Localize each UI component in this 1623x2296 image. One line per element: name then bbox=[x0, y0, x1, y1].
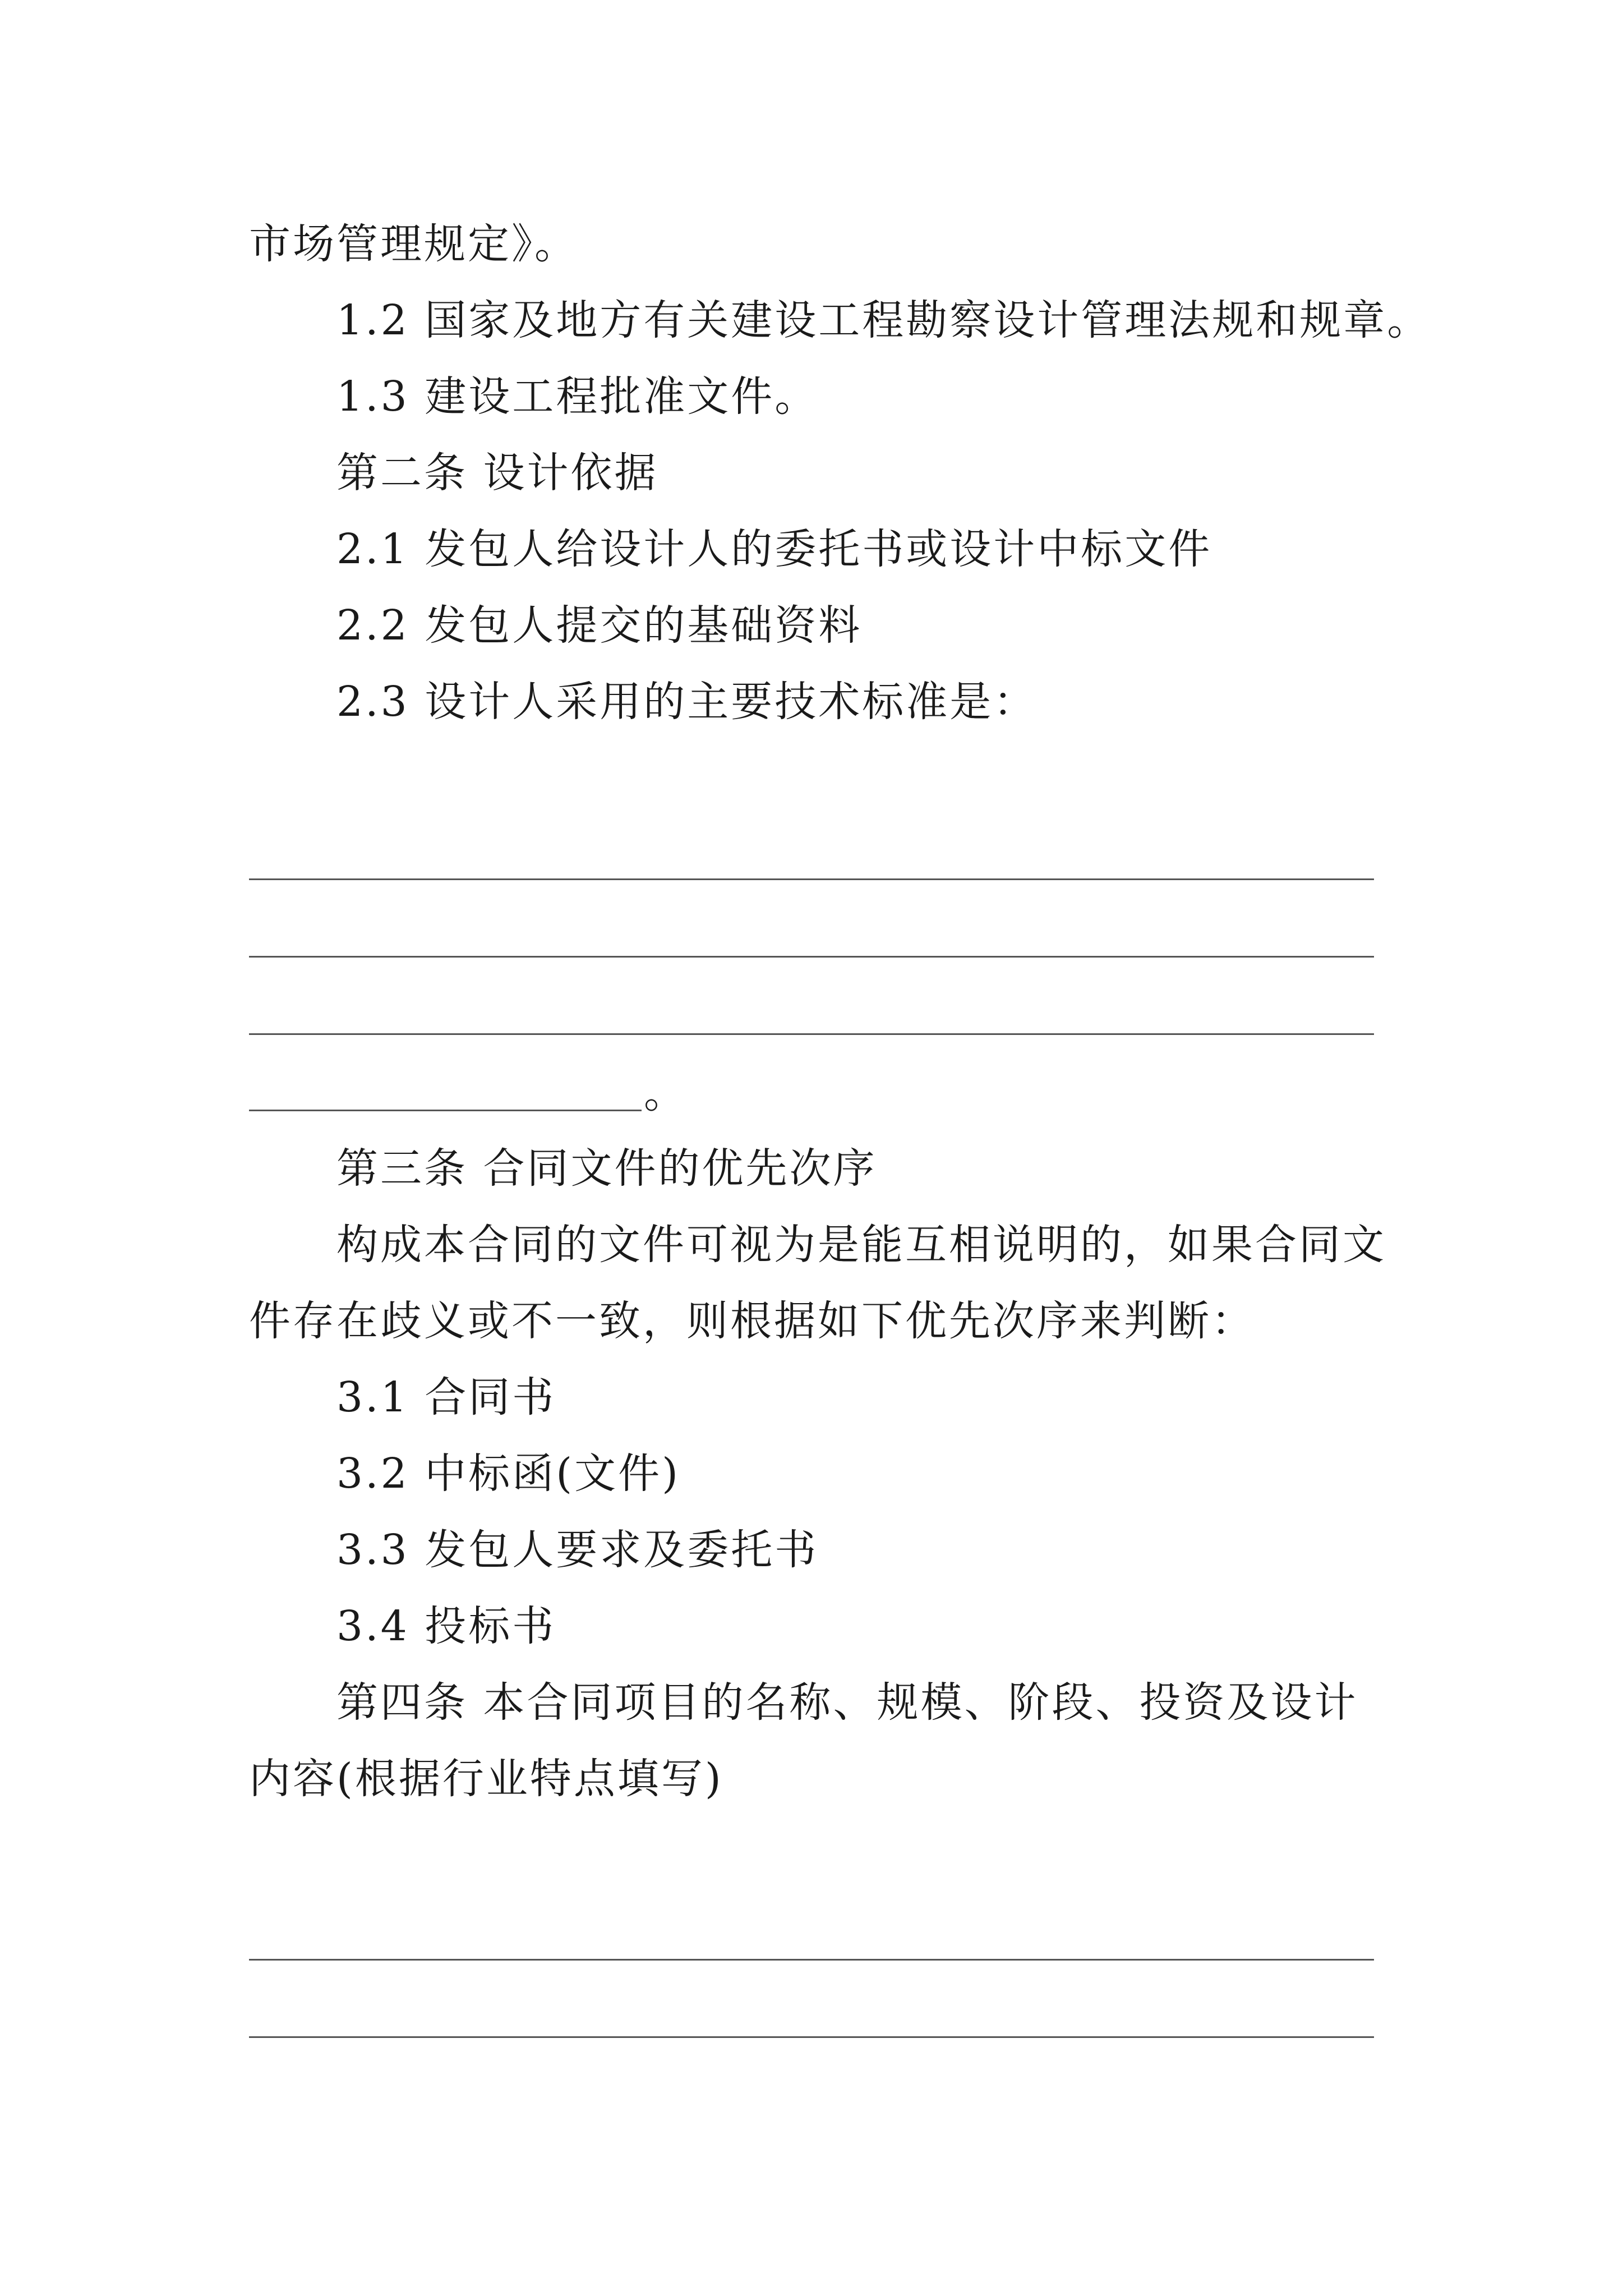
blank-fill-line bbox=[249, 2036, 1374, 2038]
blank-fill-line bbox=[249, 1110, 642, 1111]
article-2-heading: 第二条 设计依据 bbox=[336, 449, 658, 497]
blank-fill-line bbox=[249, 878, 1374, 880]
clause-2-3: 2.3 设计人采用的主要技术标准是： bbox=[336, 678, 1038, 726]
clause-3-4: 3.4 投标书 bbox=[336, 1602, 556, 1650]
clause-3-3: 3.3 发包人要求及委托书 bbox=[336, 1526, 819, 1574]
clause-3-1: 3.1 合同书 bbox=[336, 1373, 556, 1421]
paragraph-line: 构成本合同的文件可视为是能互相说明的，如果合同文 bbox=[336, 1221, 1386, 1269]
blank-fill-line bbox=[249, 1959, 1374, 1961]
paragraph-line: 件存在歧义或不一致，则根据如下优先次序来判断： bbox=[249, 1297, 1255, 1345]
clause-3-2: 3.2 中标函(文件) bbox=[336, 1450, 680, 1498]
clause-1-3: 1.3 建设工程批准文件。 bbox=[336, 372, 819, 421]
article-3-heading: 第三条 合同文件的优先次序 bbox=[336, 1144, 877, 1193]
blank-fill-line bbox=[249, 956, 1374, 958]
article-4-heading: 第四条 本合同项目的名称、规模、阶段、投资及设计 bbox=[336, 1678, 1358, 1727]
clause-1-2: 1.2 国家及地方有关建设工程勘察设计管理法规和规章。 bbox=[336, 296, 1431, 344]
clause-2-2: 2.2 发包人提交的基础资料 bbox=[336, 601, 863, 650]
paragraph-line: 内容(根据行业特点填写) bbox=[249, 1755, 723, 1803]
text-line: 市场管理规定》。 bbox=[249, 220, 578, 268]
blank-fill-line bbox=[249, 1033, 1374, 1035]
blank-end-period: 。 bbox=[644, 1069, 685, 1117]
clause-2-1: 2.1 发包人给设计人的委托书或设计中标文件 bbox=[336, 525, 1212, 573]
